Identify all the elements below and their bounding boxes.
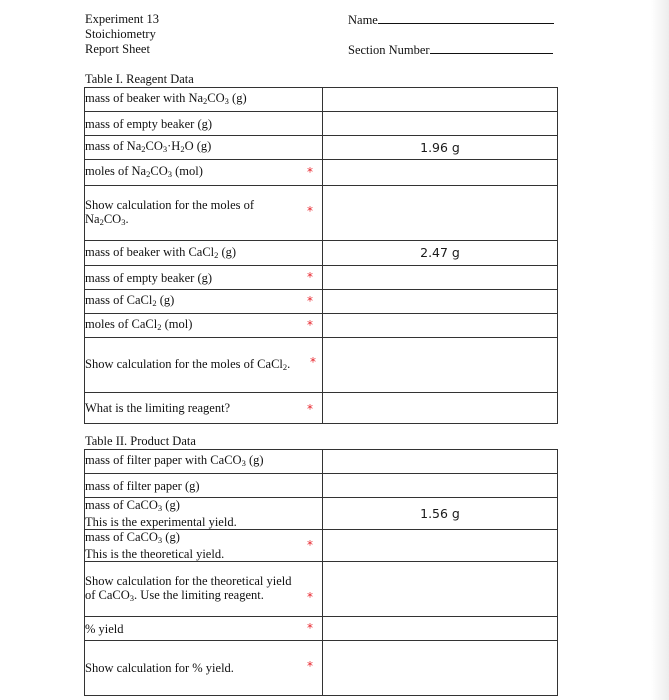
required-asterisk: * [307, 294, 313, 308]
section-number-label: Section Number [348, 43, 430, 57]
section-number-blank-line[interactable] [430, 42, 553, 54]
row-label: Show calculation for % yield. * [85, 641, 323, 696]
table-row [85, 617, 558, 641]
table-row [85, 530, 558, 562]
required-asterisk: * [310, 355, 316, 369]
table-row [85, 160, 558, 186]
name-label: Name [348, 13, 378, 27]
row-value-cell[interactable] [323, 160, 558, 186]
product-data-table [84, 449, 558, 696]
row-value-cell[interactable] [323, 562, 558, 617]
row-value-cell[interactable] [323, 450, 558, 474]
row-value-cell[interactable] [323, 186, 558, 241]
row-value-cell[interactable] [323, 474, 558, 498]
required-asterisk: * [307, 165, 313, 179]
experiment-number: Experiment 13 [85, 12, 159, 26]
required-asterisk: * [307, 402, 313, 416]
row-label: moles of CaCl$_2$ (mol) * [85, 314, 323, 338]
row-label: mass of CaCO$_3$ (g) This is the experimental yield. [85, 498, 323, 530]
table-row [85, 498, 558, 530]
row-value-cell[interactable] [323, 112, 558, 136]
row-value-cell[interactable] [323, 530, 558, 562]
required-asterisk: * [307, 621, 313, 635]
required-asterisk: * [307, 318, 313, 332]
required-asterisk: * [307, 538, 313, 552]
row-value-cell[interactable] [323, 641, 558, 696]
row-label: Show calculation for the moles of CaCl$_2$. * [85, 338, 323, 393]
row-value-cell[interactable] [323, 88, 558, 112]
table-row [85, 641, 558, 696]
row-label: mass of CaCl$_2$ (g) * [85, 290, 323, 314]
report-sheet-label: Report Sheet [85, 42, 150, 56]
required-asterisk: * [307, 270, 313, 284]
value-text: 1.56 g [420, 505, 460, 521]
value-text: 1.96 g [420, 139, 460, 155]
table-row [85, 450, 558, 474]
row-value-cell[interactable] [323, 314, 558, 338]
row-label: mass of empty beaker (g) * [85, 266, 323, 290]
row-label: mass of beaker with CaCl$_2$ (g) [85, 241, 323, 266]
row-value-cell[interactable] [323, 266, 558, 290]
value-text: 2.47 g [420, 245, 460, 260]
table-row [85, 112, 558, 136]
page-edge-shadow [651, 0, 669, 700]
table-row [85, 562, 558, 617]
row-label: mass of CaCO$_3$ (g) This is the theoretical yield. * [85, 530, 323, 562]
table1-title: Table I. Reagent Data [85, 72, 194, 86]
name-blank-line[interactable] [378, 12, 554, 24]
name-field[interactable] [348, 12, 554, 28]
header-block [85, 12, 159, 57]
row-label: mass of filter paper (g) [85, 474, 323, 498]
row-label: mass of empty beaker (g) [85, 112, 323, 136]
row-label: Show calculation for the theoretical yield of CaCO$_3$. Use the limiting reagent. * [85, 562, 323, 617]
table-row [85, 186, 558, 241]
table-row [85, 241, 558, 266]
required-asterisk: * [307, 659, 313, 673]
section-number-field[interactable] [348, 42, 553, 58]
row-label: mass of $Na_2CO_3\cdot H_2O$ (g) [85, 136, 323, 160]
table-row [85, 338, 558, 393]
required-asterisk: * [307, 590, 313, 604]
row-value-cell[interactable] [323, 498, 558, 530]
table-row [85, 314, 558, 338]
table-row [85, 266, 558, 290]
table-row [85, 474, 558, 498]
required-asterisk: * [307, 204, 313, 218]
row-label: % yield * [85, 617, 323, 641]
table2-title: Table II. Product Data [85, 434, 196, 448]
experiment-topic: Stoichiometry [85, 27, 156, 41]
row-label: What is the limiting reagent? * [85, 393, 323, 424]
table-row [85, 136, 558, 160]
table-row [85, 88, 558, 112]
row-value-cell[interactable] [323, 136, 558, 160]
row-value-cell[interactable] [323, 338, 558, 393]
row-value-cell[interactable] [323, 290, 558, 314]
row-label: mass of beaker with $Na_2CO_3$ (g) [85, 88, 323, 112]
row-value-cell[interactable] [323, 393, 558, 424]
table-row [85, 393, 558, 424]
row-value-cell[interactable] [323, 241, 558, 266]
reagent-data-table [84, 87, 558, 424]
row-value-cell[interactable] [323, 617, 558, 641]
row-label: Show calculation for the moles of $Na_2CO_3$. * [85, 186, 323, 241]
table-row [85, 290, 558, 314]
row-label: mass of filter paper with CaCO$_3$ (g) [85, 450, 323, 474]
row-label: moles of $Na_2CO_3$ (mol) * [85, 160, 323, 186]
